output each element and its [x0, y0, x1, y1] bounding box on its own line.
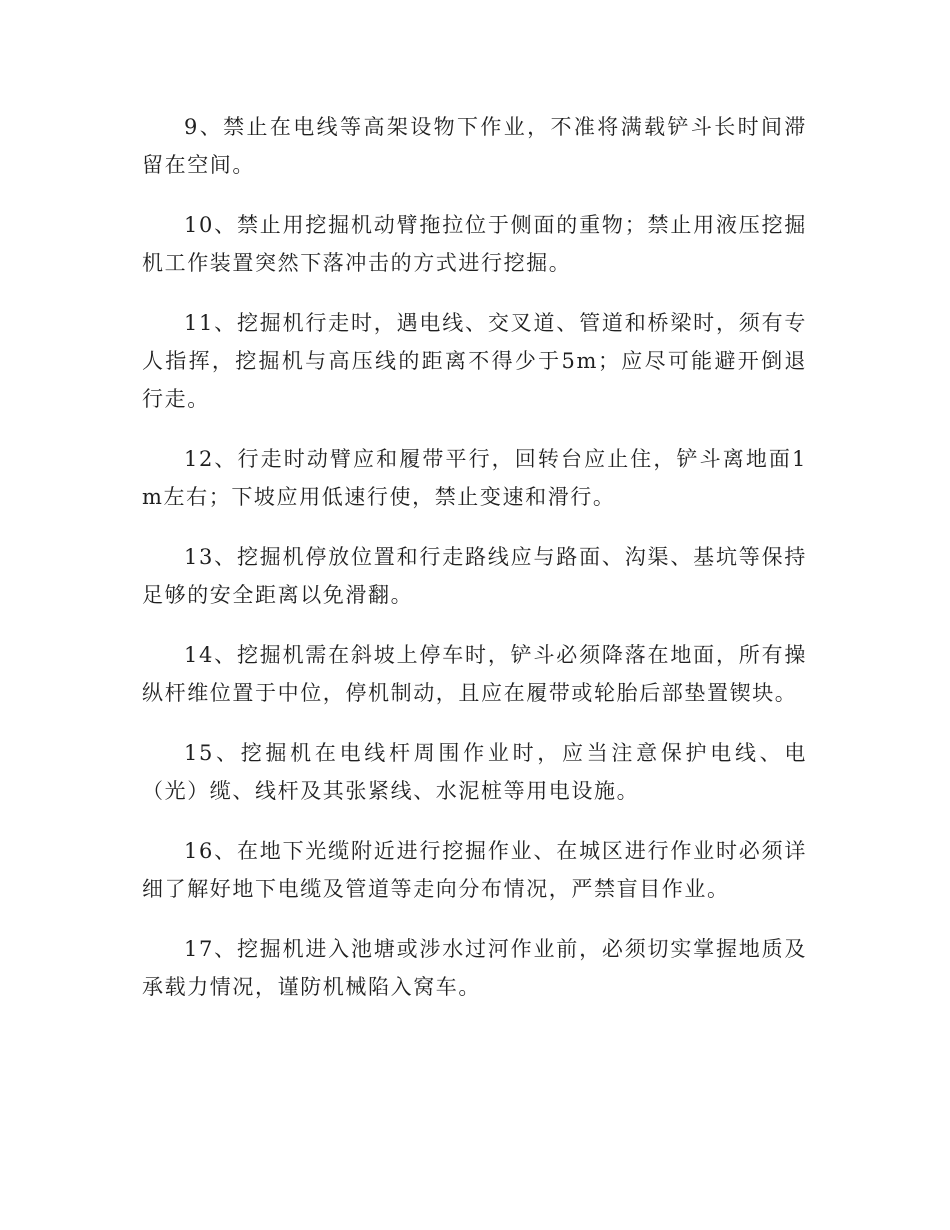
paragraph-15: 15、挖掘机在电线杆周围作业时，应当注意保护电线、电（光）缆、线杆及其张紧线、水泥桩等用电设施。	[142, 741, 807, 803]
paragraph-12: 12、行走时动臂应和履带平行，回转台应止住，铲斗离地面1m左右；下坡应用低速行使，禁止变速和滑行。	[142, 447, 807, 509]
paragraph-16: 16、在地下光缆附近进行挖掘作业、在城区进行作业时必须详细了解好地下电缆及管道等走向分布情况，严禁盲目作业。	[142, 839, 807, 901]
paragraph-10: 10、禁止用挖掘机动臂拖拉位于侧面的重物；禁止用液压挖掘机工作装置突然下落冲击的方式进行挖掘。	[142, 213, 807, 275]
paragraph-13: 13、挖掘机停放位置和行走路线应与路面、沟渠、基坑等保持足够的安全距离以免滑翻。	[142, 545, 807, 607]
paragraph-14: 14、挖掘机需在斜坡上停车时，铲斗必须降落在地面，所有操纵杆维位置于中位，停机制动，且应在履带或轮胎后部垫置锲块。	[142, 643, 807, 705]
paragraph-11: 11、挖掘机行走时，遇电线、交叉道、管道和桥梁时，须有专人指挥，挖掘机与高压线的距离不得少于5m；应尽可能避开倒退行走。	[142, 311, 807, 411]
document-body	[142, 108, 807, 1028]
paragraph-17: 17、挖掘机进入池塘或涉水过河作业前，必须切实掌握地质及承载力情况，谨防机械陷入窝车。	[142, 937, 807, 999]
paragraph-9: 9、禁止在电线等高架设物下作业，不准将满载铲斗长时间滞留在空间。	[142, 115, 807, 177]
